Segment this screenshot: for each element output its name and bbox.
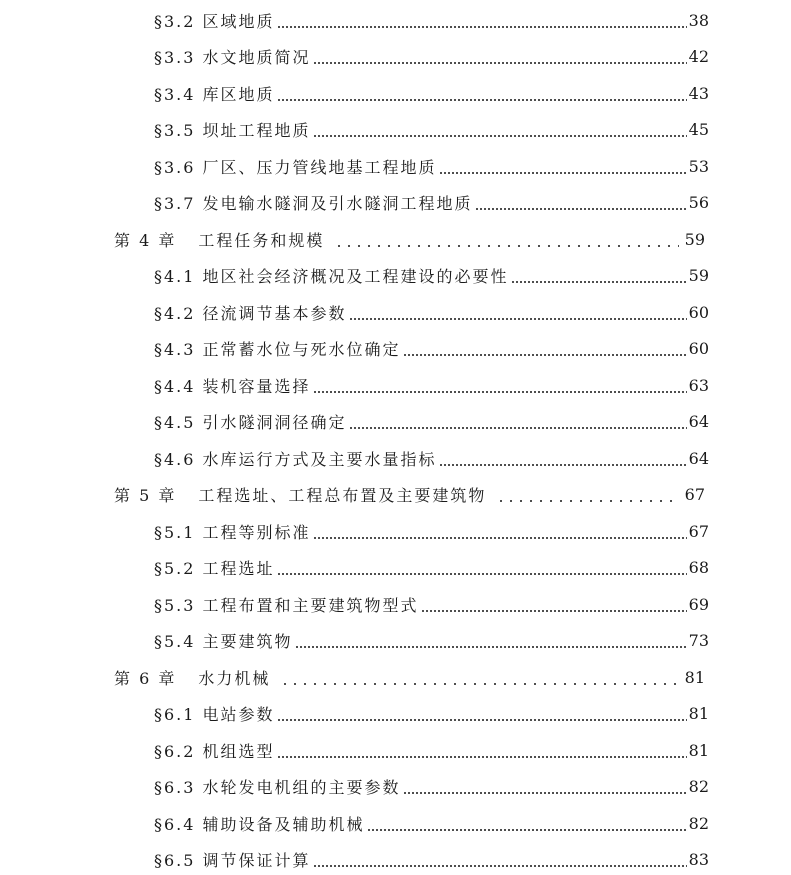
toc-entry[interactable] xyxy=(0,78,791,108)
toc-page-number: 45 xyxy=(688,119,709,139)
toc-entry[interactable] xyxy=(0,187,791,217)
dot-leader xyxy=(421,589,687,619)
toc-page-number: 38 xyxy=(688,10,709,30)
toc-page-number: 56 xyxy=(688,192,709,212)
toc-entry[interactable] xyxy=(0,370,791,400)
toc-page-number: 64 xyxy=(688,448,709,468)
toc-entry[interactable] xyxy=(0,260,791,290)
toc-entry[interactable] xyxy=(0,698,791,728)
toc-label: §5.2 工程选址 xyxy=(154,558,275,578)
toc-entry[interactable] xyxy=(0,735,791,765)
toc-page-number: 60 xyxy=(688,302,709,322)
dot-leader xyxy=(277,5,687,35)
toc-entry[interactable] xyxy=(0,808,791,838)
dot-leader xyxy=(277,735,687,765)
dot-leader xyxy=(439,443,687,473)
toc-label: §3.5 坝址工程地质 xyxy=(154,120,311,140)
toc-label: §5.4 主要建筑物 xyxy=(154,631,293,651)
toc-entry[interactable] xyxy=(0,443,791,473)
toc-page-number: 81 xyxy=(684,667,705,687)
toc-entry[interactable] xyxy=(0,589,791,619)
toc-label: §3.3 水文地质简况 xyxy=(154,47,311,67)
chapter-number: 第 5 章 xyxy=(114,485,177,505)
toc-label: §3.6 厂区、压力管线地基工程地质 xyxy=(154,157,437,177)
dot-leader xyxy=(295,625,687,655)
dot-leader xyxy=(403,333,687,363)
dot-leader xyxy=(349,406,687,436)
toc-entry[interactable] xyxy=(0,5,791,35)
chapter-title: 水力机械 xyxy=(198,668,271,688)
toc-label: §3.7 发电输水隧洞及引水隧洞工程地质 xyxy=(154,193,473,213)
dot-leader xyxy=(511,260,687,290)
toc-label: §6.5 调节保证计算 xyxy=(154,850,311,870)
toc-page-number: 43 xyxy=(688,83,709,103)
toc-label: §5.1 工程等别标准 xyxy=(154,522,311,542)
dot-leader xyxy=(475,187,687,217)
toc-entry[interactable] xyxy=(0,625,791,655)
toc-page-number: 42 xyxy=(688,46,709,66)
dot-leader xyxy=(313,41,687,71)
toc-page-number: 81 xyxy=(688,740,709,760)
toc-label: §4.1 地区社会经济概况及工程建设的必要性 xyxy=(154,266,509,286)
toc-page-number: 68 xyxy=(688,557,709,577)
toc-chapter-entry[interactable] xyxy=(0,662,791,692)
chapter-number: 第 4 章 xyxy=(114,230,177,250)
dot-leader xyxy=(313,370,687,400)
toc-label: §6.3 水轮发电机组的主要参数 xyxy=(154,777,401,797)
toc-label: §4.6 水库运行方式及主要水量指标 xyxy=(154,449,437,469)
toc-page-number: 59 xyxy=(688,265,709,285)
toc-entry[interactable] xyxy=(0,406,791,436)
toc-label: §6.1 电站参数 xyxy=(154,704,275,724)
dot-leader xyxy=(277,698,687,728)
toc-page-number: 60 xyxy=(688,338,709,358)
dot-leader xyxy=(313,516,687,546)
dot-leader xyxy=(367,808,687,838)
toc-page-number: 67 xyxy=(684,484,705,504)
toc-page-number: 67 xyxy=(688,521,709,541)
toc-page-number: 73 xyxy=(688,630,709,650)
toc-page-number: 82 xyxy=(688,776,709,796)
toc-label: §3.4 库区地质 xyxy=(154,84,275,104)
toc-chapter-entry[interactable] xyxy=(0,224,791,254)
toc-label: §4.2 径流调节基本参数 xyxy=(154,303,347,323)
toc-label: §4.4 装机容量选择 xyxy=(154,376,311,396)
toc-entry[interactable] xyxy=(0,151,791,181)
toc-label: §6.2 机组选型 xyxy=(154,741,275,761)
toc-entry[interactable] xyxy=(0,844,791,874)
chapter-title: 工程任务和规模 xyxy=(198,230,325,250)
toc-entry[interactable] xyxy=(0,333,791,363)
dot-leader xyxy=(334,224,678,254)
toc-entry[interactable] xyxy=(0,297,791,327)
toc-entry[interactable] xyxy=(0,41,791,71)
toc-label: §5.3 工程布置和主要建筑物型式 xyxy=(154,595,419,615)
toc-page-number: 81 xyxy=(688,703,709,723)
dot-leader xyxy=(349,297,687,327)
toc-chapter-entry[interactable] xyxy=(0,479,791,509)
toc-entry[interactable] xyxy=(0,114,791,144)
toc-page-number: 53 xyxy=(688,156,709,176)
dot-leader xyxy=(403,771,687,801)
toc-page-number: 64 xyxy=(688,411,709,431)
toc-label: §3.2 区域地质 xyxy=(154,11,275,31)
dot-leader xyxy=(439,151,687,181)
toc-entry[interactable] xyxy=(0,771,791,801)
dot-leader xyxy=(496,479,678,509)
toc-page-number: 83 xyxy=(688,849,709,869)
toc-label: §6.4 辅助设备及辅助机械 xyxy=(154,814,365,834)
toc-page-number: 59 xyxy=(684,229,705,249)
chapter-number: 第 6 章 xyxy=(114,668,177,688)
dot-leader xyxy=(277,552,687,582)
toc-page-number: 69 xyxy=(688,594,709,614)
toc-label: §4.3 正常蓄水位与死水位确定 xyxy=(154,339,401,359)
dot-leader xyxy=(280,662,678,692)
dot-leader xyxy=(277,78,687,108)
toc-entry[interactable] xyxy=(0,552,791,582)
toc-page-number: 82 xyxy=(688,813,709,833)
toc-label: §4.5 引水隧洞洞径确定 xyxy=(154,412,347,432)
chapter-title: 工程选址、工程总布置及主要建筑物 xyxy=(198,485,487,505)
toc-page-number: 63 xyxy=(688,375,709,395)
dot-leader xyxy=(313,114,687,144)
toc-entry[interactable] xyxy=(0,516,791,546)
dot-leader xyxy=(313,844,687,874)
